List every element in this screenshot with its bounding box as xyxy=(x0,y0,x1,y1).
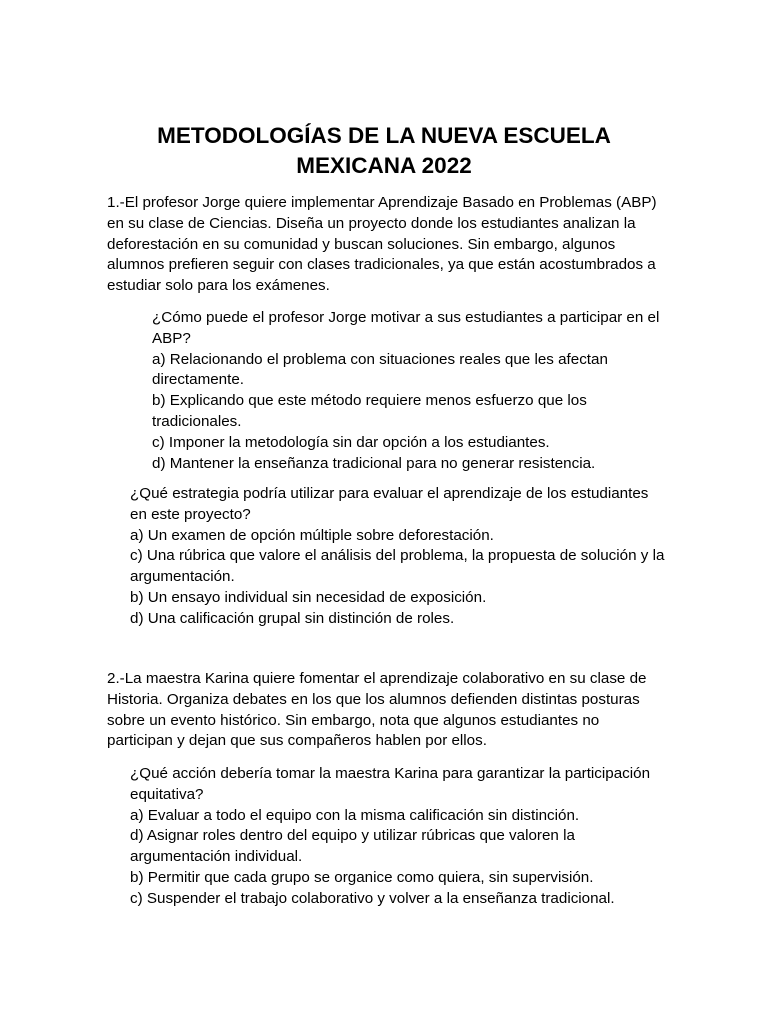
option-line: c) Suspender el trabajo colaborativo y volver a la enseñanza tradicional. xyxy=(130,889,615,907)
option-line: a) Un examen de opción múltiple sobre deforestación. xyxy=(130,526,494,544)
text-line: en este proyecto? xyxy=(130,505,251,523)
option-line: b) Permitir que cada grupo se organice como quiera, sin supervisión. xyxy=(130,868,594,886)
text-line: ¿Qué acción debería tomar la maestra Karina para garantizar la participación xyxy=(130,765,651,782)
option-line: c) Imponer la metodología sin dar opción a los estudiantes. xyxy=(152,433,550,451)
document-title xyxy=(100,121,668,181)
text-line: en su clase de Ciencias. Diseña un proyecto donde los estudiantes analizan la xyxy=(107,214,636,232)
text-line: 1.-El profesor Jorge quiere implementar Aprendizaje Basado en Problemas (ABP) xyxy=(107,194,657,211)
option-line: tradicionales. xyxy=(152,412,242,430)
option-line: d) Asignar roles dentro del equipo y utilizar rúbricas que valoren la xyxy=(130,827,575,845)
option-line: b) Un ensayo individual sin necesidad de exposición. xyxy=(130,588,487,606)
title-line: MEXICANA 2022 xyxy=(296,153,472,178)
text-line: estudiar solo para los exámenes. xyxy=(107,277,330,295)
question-2-statement xyxy=(107,669,646,752)
text-line: alumnos prefieren seguir con clases tradicionales, ya que están acostumbrados a xyxy=(107,256,656,274)
text-line: 2.-La maestra Karina quiere fomentar el aprendizaje colaborativo en su clase de xyxy=(107,670,647,687)
text-line: ¿Cómo puede el profesor Jorge motivar a sus estudiantes a participar en el xyxy=(152,309,660,326)
text-line: deforestación en su comunidad y buscan soluciones. Sin embargo, algunos xyxy=(107,235,616,253)
text-line: ABP? xyxy=(152,329,191,347)
option-line: d) Mantener la enseñanza tradicional para no generar resistencia. xyxy=(152,454,596,472)
text-line: ¿Qué estrategia podría utilizar para evaluar el aprendizaje de los estudiantes xyxy=(130,485,649,502)
option-line: d) Una calificación grupal sin distinción de roles. xyxy=(130,609,455,627)
option-line: c) Una rúbrica que valore el análisis del problema, la propuesta de solución y la xyxy=(130,547,665,565)
option-line: a) Evaluar a todo el equipo con la misma calificación sin distinción. xyxy=(130,806,580,824)
text-line: participan y dejan que sus compañeros hablen por ellos. xyxy=(107,732,487,750)
option-line: b) Explicando que este método requiere menos esfuerzo que los xyxy=(152,392,587,410)
question-2-subquestion-1 xyxy=(130,764,650,910)
option-line: a) Relacionando el problema con situaciones reales que les afectan xyxy=(152,350,608,368)
option-line: directamente. xyxy=(152,371,245,389)
option-line: argumentación. xyxy=(130,568,235,586)
question-1-statement xyxy=(107,193,657,297)
text-line: sobre un evento histórico. Sin embargo, nota que algunos estudiantes no xyxy=(107,711,600,729)
title-line: METODOLOGÍAS DE LA NUEVA ESCUELA xyxy=(157,123,611,148)
question-1-subquestion-2 xyxy=(130,484,664,630)
question-1-subquestion-1 xyxy=(152,308,659,474)
option-line: argumentación individual. xyxy=(130,848,303,866)
text-line: Historia. Organiza debates en los que los alumnos defienden distintas posturas xyxy=(107,690,640,708)
text-line: equitativa? xyxy=(130,785,204,803)
